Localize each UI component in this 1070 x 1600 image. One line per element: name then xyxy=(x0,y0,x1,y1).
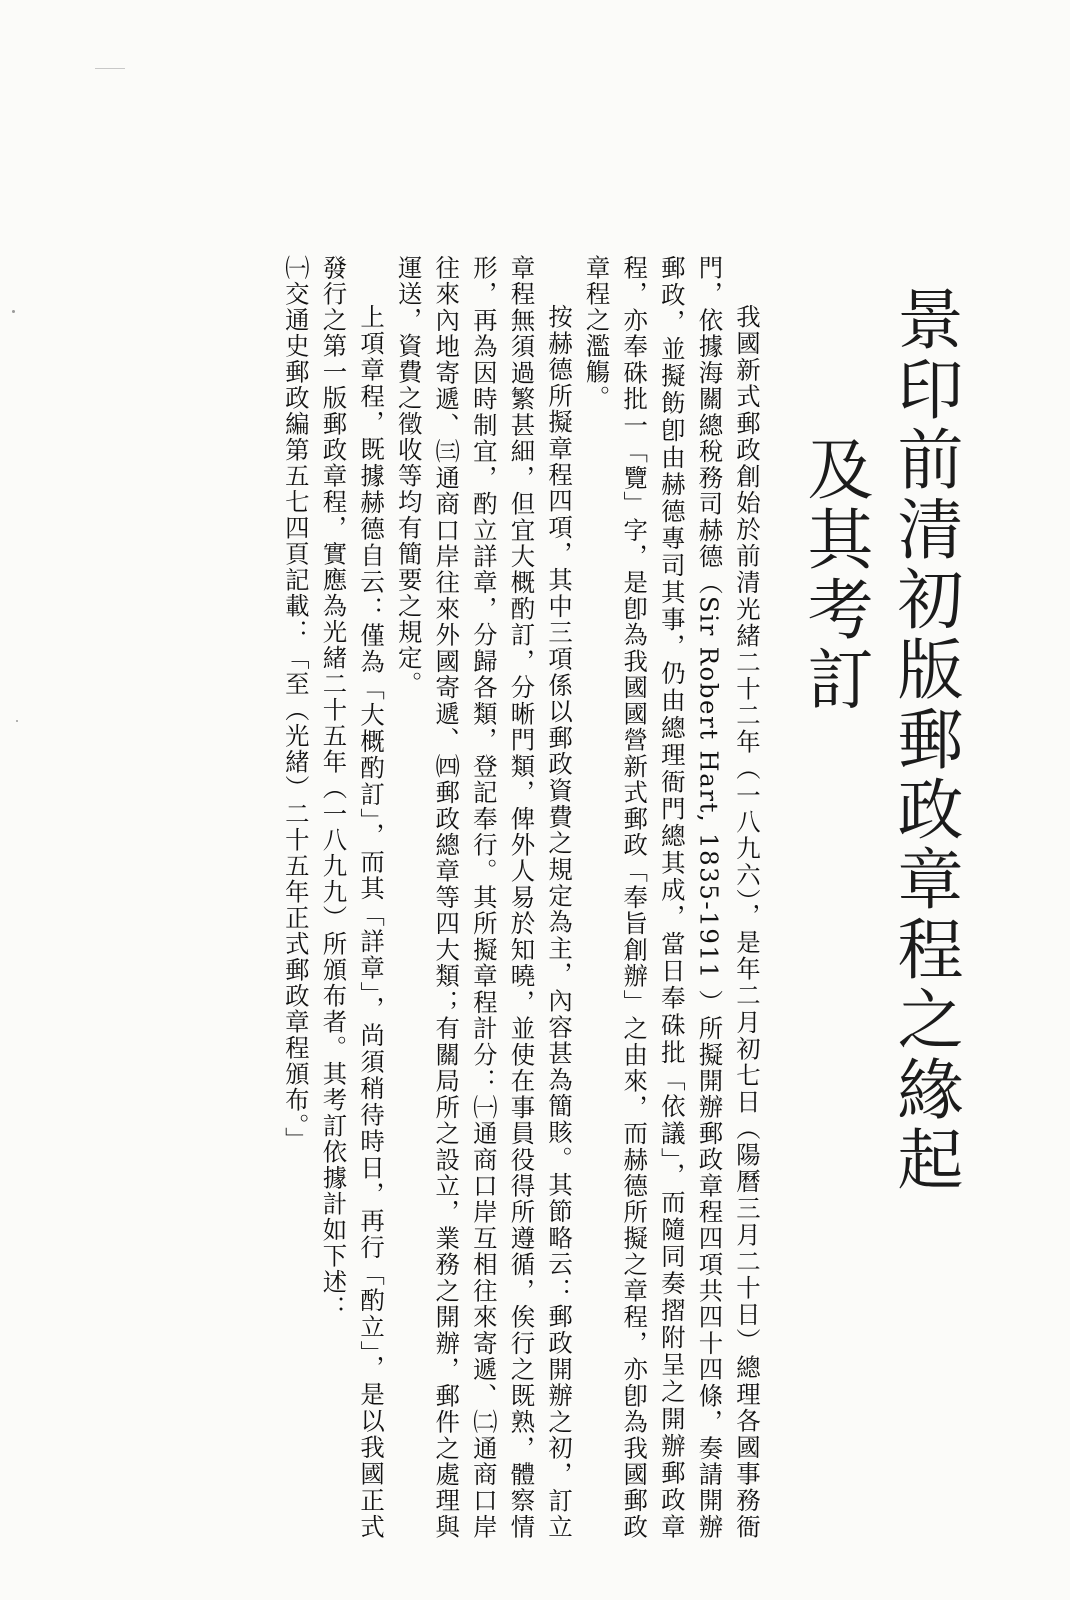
paragraph-2: 按赫德所擬章程四項，其中三項係以郵政資費之規定為主，內容甚為簡賅。其節略云：郵政開辦之初，訂立章程無須過繁甚細，但宜大概酌訂，分晰門類，俾外人易於知曉，並使在事員役得所遵循，俟行之既熟，體察情形，再為因時制宜，酌立詳章，分歸各類，登記奉行。其所擬章程計分：㈠通商口岸互相往來寄遞、㈡通商口岸往來內地寄遞、㈢通商口岸往來外國寄遞、㈣郵政總章等四大類；有關局所之設立，業務之開辦，郵件之處理與運送，資費之徵收等均有簡要之規定。 xyxy=(393,255,574,1540)
title-line-main: 景印前清初版郵政章程之緣起 xyxy=(886,285,963,1195)
scan-speck xyxy=(16,720,18,722)
paragraph-1: 我國新式郵政創始於前清光緒二十二年（一八九六），是年二月初七日（陽曆三月二十日）總理各國事務衙門，依據海關總稅務司赫德（Sir Robert Hart, 1835-1911 ）所擬開辦郵政章程四項共四十四條，奏請開辦郵政，並擬飭卽由赫德專司其事，仍由總理衙門總其成，當日奉硃批「依議」，而隨同奏摺附呈之開辦郵政章程，亦奉硃批一「覽」字，是卽為我國國營新式郵政「奉旨創辦」之由來，而赫德所擬之章程，亦卽為我國郵政章程之濫觴。 xyxy=(581,255,761,1540)
document-body xyxy=(195,255,765,1540)
paragraph-4-citation: ㈠交通史郵政編第五七四頁記載：「至（光緒）二十五年正式郵政章程頒布。」 xyxy=(280,255,310,1153)
scan-speck xyxy=(95,68,125,69)
title-line-sub: 及其考訂 xyxy=(796,435,873,715)
scan-speck xyxy=(12,310,15,313)
paragraph-3: 上項章程，既據赫德自云：僅為「大概酌訂」，而其「詳章」，尚須稍待時日，再行「酌立」，是以我國正式發行之第一版郵政章程，實應為光緒二十五年（一八九九）所頒布者。其考訂依據計如下述： xyxy=(318,255,386,1540)
document-title xyxy=(780,285,963,1225)
